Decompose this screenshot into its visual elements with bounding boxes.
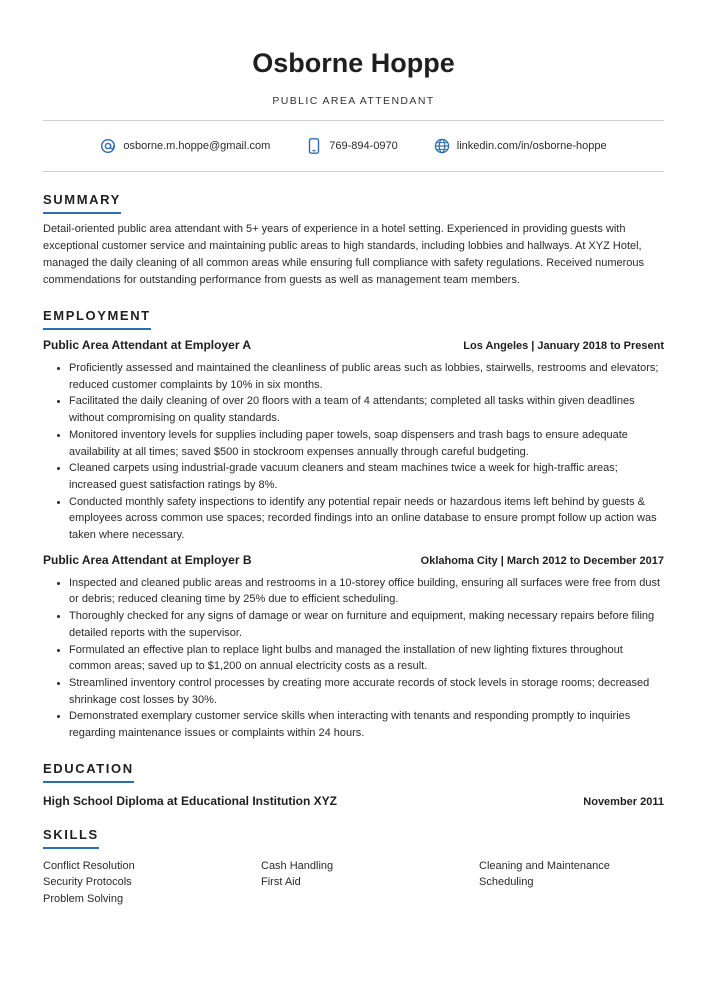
education-section [43,760,664,808]
skill-item: Security Protocols [43,876,132,889]
bullet-item: • Streamlined inventory control processes by creating more accurate records of stock levels in storage rooms; decreased shrinkage cost losses by 30%. [69,675,664,708]
job-bullets [43,360,664,544]
bullet-item: • Conducted monthly safety inspections to identify any potential repair needs or hazardous items left behind by guests & employees across common use spaces; recorded findings into an online database to ensure prompt follow up action was taken where necessary. [69,494,664,544]
skill-item: Cash Handling [261,859,334,872]
summary-heading: SUMMARY [43,192,121,214]
employment-section [43,307,664,742]
contact-phone[interactable] [306,138,398,154]
candidate-name: Osborne Hoppe [252,48,455,78]
education-heading: EDUCATION [43,761,134,783]
job-bullets [43,575,664,742]
at-sign-icon [100,138,116,154]
education-date: November 2011 [583,795,664,808]
contact-linkedin[interactable] [434,138,607,154]
contact-linkedin-text: linkedin.com/in/osborne-hoppe [456,140,607,152]
bullet-item: • Monitored inventory levels for supplies including paper towels, soap dispensers and trash bags to ensure adequate availability at all times; saved $500 in stockroom expenses annually through careful budgeting. [69,427,664,460]
education-degree: High School Diploma at Educational Institution XYZ [43,793,338,808]
phone-icon [306,138,322,154]
skill-item: Cleaning and Maintenance [479,859,610,872]
skill-item: Conflict Resolution [43,859,135,872]
contact-email[interactable] [100,138,270,154]
job-header [43,338,664,352]
globe-icon [434,138,450,154]
job-entry [43,338,664,544]
contact-bar [43,121,664,171]
skills-section [43,826,664,908]
summary-section [43,191,664,289]
job-title-heading: PUBLIC AREA ATTENDANT [272,95,435,107]
job-header [43,553,664,567]
contact-phone-text: 769-894-0970 [329,140,398,152]
job-location-dates: Oklahoma City | March 2012 to December 2017 [420,554,664,567]
bullet-item: • Proficiently assessed and maintained the cleanliness of public areas such as lobbies, stairwells, restrooms and elevators; reduced customer complaints by 10% in six months. [69,360,664,393]
bullet-item: • Thoroughly checked for any signs of damage or wear on furniture and equipment, making necessary repairs before filing detailed reports with the supervisor. [69,608,664,641]
job-entry [43,553,664,742]
job-location-dates: Los Angeles | January 2018 to Present [463,340,664,352]
skill-item: Scheduling [479,876,534,889]
bullet-item: • Inspected and cleaned public areas and restrooms in a 10-storey office building, ensuring all surfaces were free from dust or debris; reduced cleaning time by 25% due to efficient scheduling. [69,575,664,608]
skills-heading: SKILLS [43,827,99,849]
bullet-item: • Formulated an effective plan to replace light bulbs and managed the installation of new lighting fixtures throughout common areas; saved up to $1,200 on annual electricity costs as a result. [69,642,664,675]
education-entry [43,794,664,808]
job-title: Public Area Attendant at Employer B [43,552,252,567]
contact-email-text: osborne.m.hoppe@gmail.com [123,140,271,152]
bullet-item: • Demonstrated exemplary customer service skills when interacting with tenants and responding promptly to inquiries regarding maintenance issues or complaints within 24 hours. [69,708,664,741]
skill-item: First Aid [261,876,301,889]
header-divider-bottom [43,171,664,172]
summary-text: Detail-oriented public area attendant with 5+ years of experience in a hotel setting. Experienced in providing guests with exceptional customer service and maintaining public areas to high standards, including lobbies and hallways. At XYZ Hotel, managed the daily cleaning of all common areas while ensuring full compliance with safety regulations. Received numerous commendations for outstanding performance from guests as well as management team members. [43,223,645,286]
employment-heading: EMPLOYMENT [43,308,151,330]
skills-grid [43,858,664,908]
bullet-item: • Facilitated the daily cleaning of over 20 floors with a team of 4 attendants; completed all tasks within given deadlines without compromising on quality standards. [69,393,664,426]
skill-item: Problem Solving [43,893,124,906]
bullet-item: • Cleaned carpets using industrial-grade vacuum cleaners and steam machines twice a week for high-traffic areas; increased guest satisfaction ratings by 8%. [69,460,664,493]
job-title: Public Area Attendant at Employer A [43,338,252,352]
